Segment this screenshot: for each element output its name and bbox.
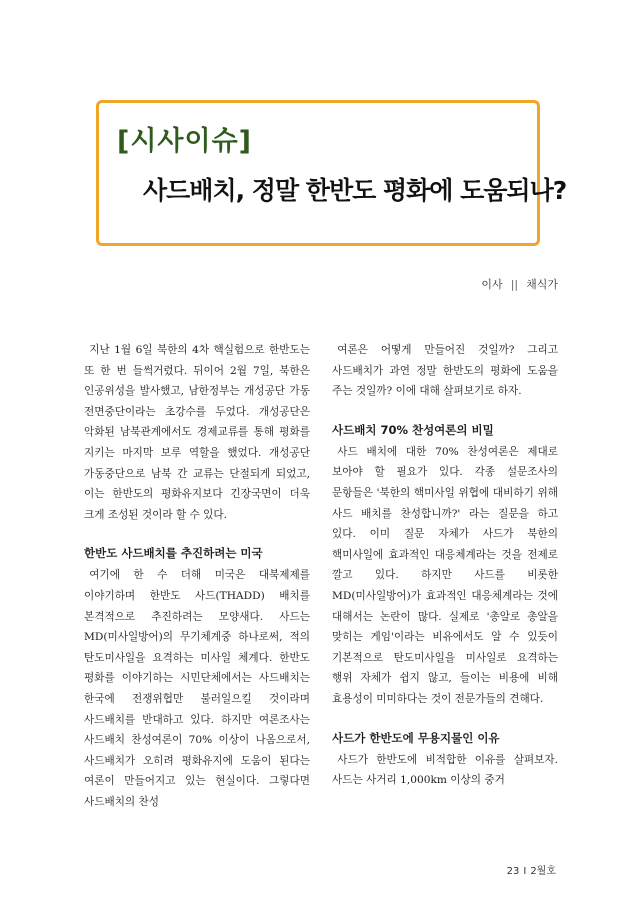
article-column-left bbox=[84, 340, 310, 812]
title-box bbox=[96, 100, 567, 246]
byline bbox=[481, 276, 558, 292]
page-footer bbox=[507, 862, 556, 877]
subheading-useless-reason: 사드가 한반도에 무용지물인 이유 bbox=[332, 730, 500, 745]
author-name: 채식가 bbox=[526, 278, 558, 291]
issue-label: 2월호 bbox=[530, 866, 556, 877]
paragraph: 사드 배치에 대한 70% 찬성여론은 제대로 보아야 할 필요가 있다. 각종 설문조사의 문항들은 '북한의 핵미사일 위협에 대비하기 위해 사드 배치를 찬성합니까?' 라는 질문을 하고 있다. 이미 질문 자체가 사드가 북한의 핵미사일에 효과적인 대응체계라는 것을 전제로 깔고 있다. 하지만 사드를 비롯한 MD(미사일방어)가 효과적인 대응체계라는 것에 대해서는 논란이 많다. 실제로 '총알로 총알을 맞히는 게임'이라는 비유에서도 알 수 있듯이 기본적으로 탄도미사일을 미사일로 요격하는 행위 자체가 쉽지 않고, 들이는 비용에 비해 효용성이 미미하다는 것이 전문가들의 견해다. bbox=[332, 445, 558, 705]
page-number: 23 bbox=[506, 866, 520, 877]
paragraph: 여론은 어떻게 만들어진 것일까? 그리고 사드배치가 과연 정말 한반도의 평화에 도움을 주는 것일까? 이에 대해 살펴보기로 하자. bbox=[332, 344, 558, 398]
footer-separator: I bbox=[523, 866, 527, 877]
subheading-poll-secret: 사드배치 70% 찬성여론의 비밀 bbox=[332, 422, 494, 437]
paragraph: 지난 1월 6일 북한의 4차 핵실험으로 한반도는 또 한 번 들썩거렸다. 뒤이어 2월 7일, 북한은 인공위성을 발사했고, 남한정부는 개성공단 가동 전면중단이라는 초강수를 두었다. 개성공단은 악화된 남북관계에서도 경제교류를 통해 평화를 지키는 마지막 보루 역할을 했었다. 개성공단 가동중단으로 남북 간 교류는 단절되게 되었고, 이는 한반도의 평화유지보다 긴장국면이 더욱 크게 조성된 것이라 할 수 있다. bbox=[84, 344, 310, 521]
subheading-usa-thaad: 한반도 사드배치를 추진하려는 미국 bbox=[84, 546, 263, 561]
section-tag: [시사이슈] bbox=[117, 126, 253, 157]
article-title: 사드배치, 정말 한반도 평화에 도움되나? bbox=[143, 176, 567, 205]
paragraph: 여기에 한 수 더해 미국은 대북제제를 이야기하며 한반도 사드(THADD) 배치를 본격적으로 추진하려는 모양새다. 사드는 MD(미사일방어)의 무기체계중 하나로써, 적의 탄도미사일을 요격하는 미사일 체계다. 한반도 평화를 이야기하는 시민단체에서는 사드배치는 한국에 전쟁위협만 불러일으킬 것이라며 사드배치를 반대하고 있다. 하지만 여론조사는 사드배치 찬성여론이 70% 이상이 나옴으로서, 사드배치가 오히려 평화유지에 도움이 된다는 여론이 만들어지고 있는 현실이다. 그렇다면 사드배치의 찬성 bbox=[84, 569, 310, 808]
paragraph: 사드가 한반도에 비적합한 이유를 살펴보자. 사드는 사거리 1,000km 이상의 중거 bbox=[332, 753, 558, 787]
author-role: 이사 bbox=[481, 278, 503, 291]
byline-separator: || bbox=[510, 278, 519, 291]
article-column-right bbox=[332, 340, 558, 791]
